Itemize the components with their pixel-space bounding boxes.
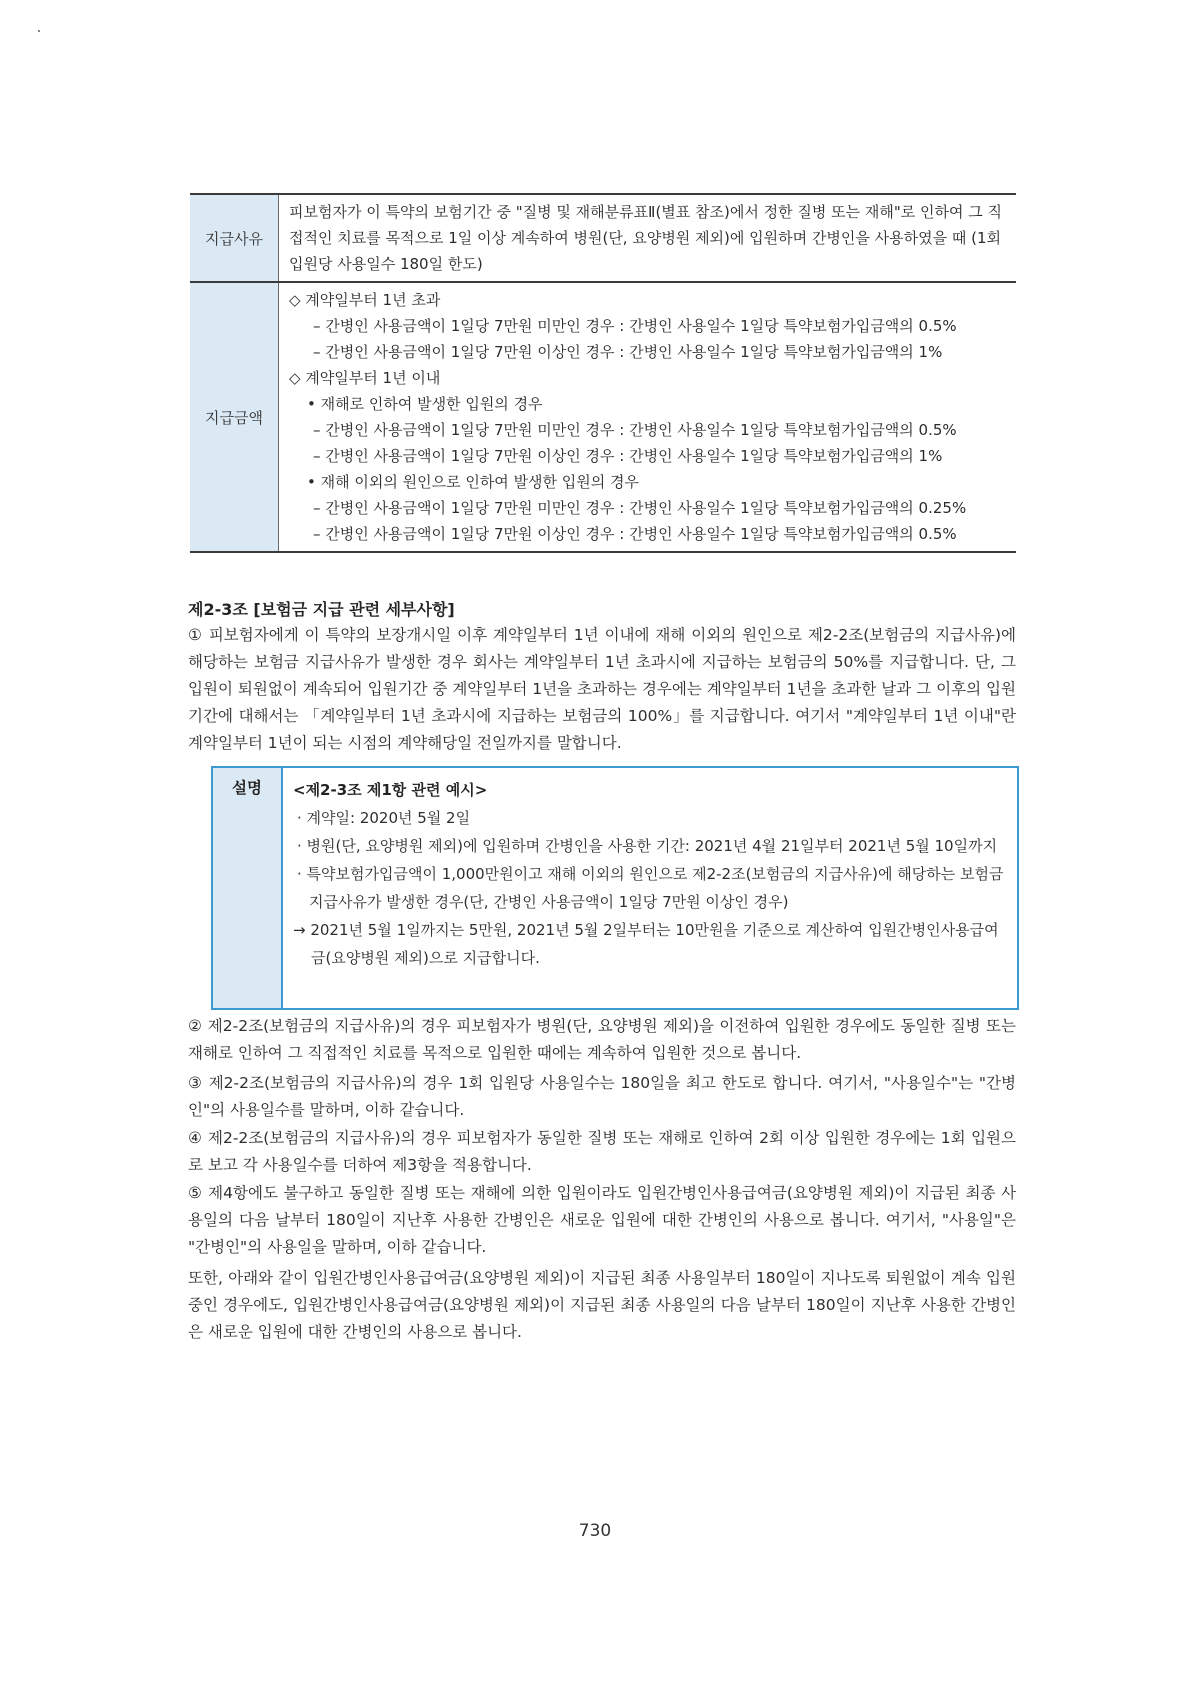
article-paragraph-2: ② 제2-2조(보험금의 지급사유)의 경우 피보험자가 병원(단, 요양병원 제외)을 이전하여 입원한 경우에도 동일한 질병 또는 재해로 인하여 그 직접적인 치료를 목적으로 입원한 때에는 계속하여 입원한 것으로 봅니다.	[188, 1017, 1016, 1062]
table-row-payment-reason	[190, 195, 1016, 281]
example-label: 설명	[213, 768, 283, 1008]
amount-line: – 간병인 사용금액이 1일당 7만원 미만인 경우 : 간병인 사용일수 1일당 특약보험가입금액의 0.25%	[313, 499, 967, 517]
example-result: → 2021년 5월 1일까지는 5만원, 2021년 5월 2일부터는 10만원을 기준으로 계산하여 입원간병인사용급여금(요양병원 제외)으로 지급합니다.	[293, 921, 999, 967]
article-title: 제2-3조 [보험금 지급 관련 세부사항]	[188, 600, 455, 619]
scan-mark	[38, 30, 40, 32]
amount-line: • 재해로 인하여 발생한 입원의 경우	[307, 395, 543, 413]
table-cell-payment-amount	[279, 283, 1016, 551]
article-paragraph-1: ① 피보험자에게 이 특약의 보장개시일 이후 계약일부터 1년 이내에 재해 이외의 원인으로 제2-2조(보험금의 지급사유)에 해당하는 보험금 지급사유가 발생한 경우 회사는 계약일부터 1년 초과시에 지급하는 보험금의 50%를 지급합니다. 단, 그 입원이 퇴원없이 계속되어 입원기간 중 계약일부터 1년을 초과하는 경우에는 계약일부터 1년을 초과한 날과 그 이후의 입원기간에 대해서는 「계약일부터 1년 초과시에 지급하는 보험금의 100%」를 지급합니다. 여기서 "계약일부터 1년 이내"란 계약일부터 1년이 되는 시점의 계약해당일 전일까지를 말합니다.	[188, 626, 1016, 752]
payment-reason-text: 피보험자가 이 특약의 보험기간 중 "질병 및 재해분류표Ⅱ(별표 참조)에서 정한 질병 또는 재해"로 인하여 그 직접적인 치료를 목적으로 1일 이상 계속하여 병원(단, 요양병원 제외)에 입원하며 간병인을 사용하였을 때 (1회 입원당 사용일수 180일 한도)	[289, 203, 1002, 273]
example-item: · 계약일: 2020년 5월 2일	[297, 809, 471, 827]
example-item: · 병원(단, 요양병원 제외)에 입원하며 간병인을 사용한 기간: 2021년 4월 21일부터 2021년 5월 10일까지	[297, 837, 998, 855]
benefit-table	[190, 193, 1016, 553]
page-number: 730	[578, 1521, 612, 1541]
example-box	[211, 766, 1019, 1010]
amount-line: ◇ 계약일부터 1년 초과	[289, 291, 441, 309]
amount-line: ◇ 계약일부터 1년 이내	[289, 369, 441, 387]
article-paragraph-3: ③ 제2-2조(보험금의 지급사유)의 경우 1회 입원당 사용일수는 180일을 최고 한도로 합니다. 여기서, "사용일수"는 "간병인"의 사용일수를 말하며, 이하 같습니다.	[188, 1074, 1016, 1119]
amount-line: – 간병인 사용금액이 1일당 7만원 이상인 경우 : 간병인 사용일수 1일당 특약보험가입금액의 1%	[313, 343, 943, 361]
table-header-payment-amount: 지급금액	[190, 283, 279, 551]
article-paragraph-5: ⑤ 제4항에도 불구하고 동일한 질병 또는 재해에 의한 입원이라도 입원간병인사용급여금(요양병원 제외)이 지급된 최종 사용일의 다음 날부터 180일이 지난후 사용한 간병인은 새로운 입원에 대한 간병인의 사용으로 봅니다. 여기서, "사용일"은 "간병인"의 사용일을 말하며, 이하 같습니다.	[188, 1184, 1016, 1256]
table-row-payment-amount	[190, 281, 1016, 551]
amount-line: • 재해 이외의 원인으로 인하여 발생한 입원의 경우	[307, 473, 640, 491]
example-body	[283, 768, 1017, 1008]
article-paragraph-6: 또한, 아래와 같이 입원간병인사용급여금(요양병원 제외)이 지급된 최종 사용일부터 180일이 지나도록 퇴원없이 계속 입원중인 경우에도, 입원간병인사용급여금(요양병원 제외)이 지급된 최종 사용일의 다음 날부터 180일이 지난후 사용한 간병인은 새로운 입원에 대한 간병인의 사용으로 봅니다.	[188, 1269, 1016, 1341]
amount-line: – 간병인 사용금액이 1일당 7만원 이상인 경우 : 간병인 사용일수 1일당 특약보험가입금액의 1%	[313, 447, 943, 465]
amount-line: – 간병인 사용금액이 1일당 7만원 이상인 경우 : 간병인 사용일수 1일당 특약보험가입금액의 0.5%	[313, 525, 957, 543]
example-item: · 특약보험가입금액이 1,000만원이고 재해 이외의 원인으로 제2-2조(보험금의 지급사유)에 해당하는 보험금 지급사유가 발생한 경우(단, 간병인 사용금액이 1일당 7만원 이상인 경우)	[297, 865, 1004, 911]
amount-line: – 간병인 사용금액이 1일당 7만원 미만인 경우 : 간병인 사용일수 1일당 특약보험가입금액의 0.5%	[313, 317, 957, 335]
table-cell-payment-reason	[279, 195, 1016, 281]
table-header-payment-reason: 지급사유	[190, 195, 279, 281]
example-title: <제2-3조 제1항 관련 예시>	[293, 781, 488, 799]
article-paragraph-4: ④ 제2-2조(보험금의 지급사유)의 경우 피보험자가 동일한 질병 또는 재해로 인하여 2회 이상 입원한 경우에는 1회 입원으로 보고 각 사용일수를 더하여 제3항을 적용합니다.	[188, 1129, 1016, 1174]
amount-line: – 간병인 사용금액이 1일당 7만원 미만인 경우 : 간병인 사용일수 1일당 특약보험가입금액의 0.5%	[313, 421, 957, 439]
